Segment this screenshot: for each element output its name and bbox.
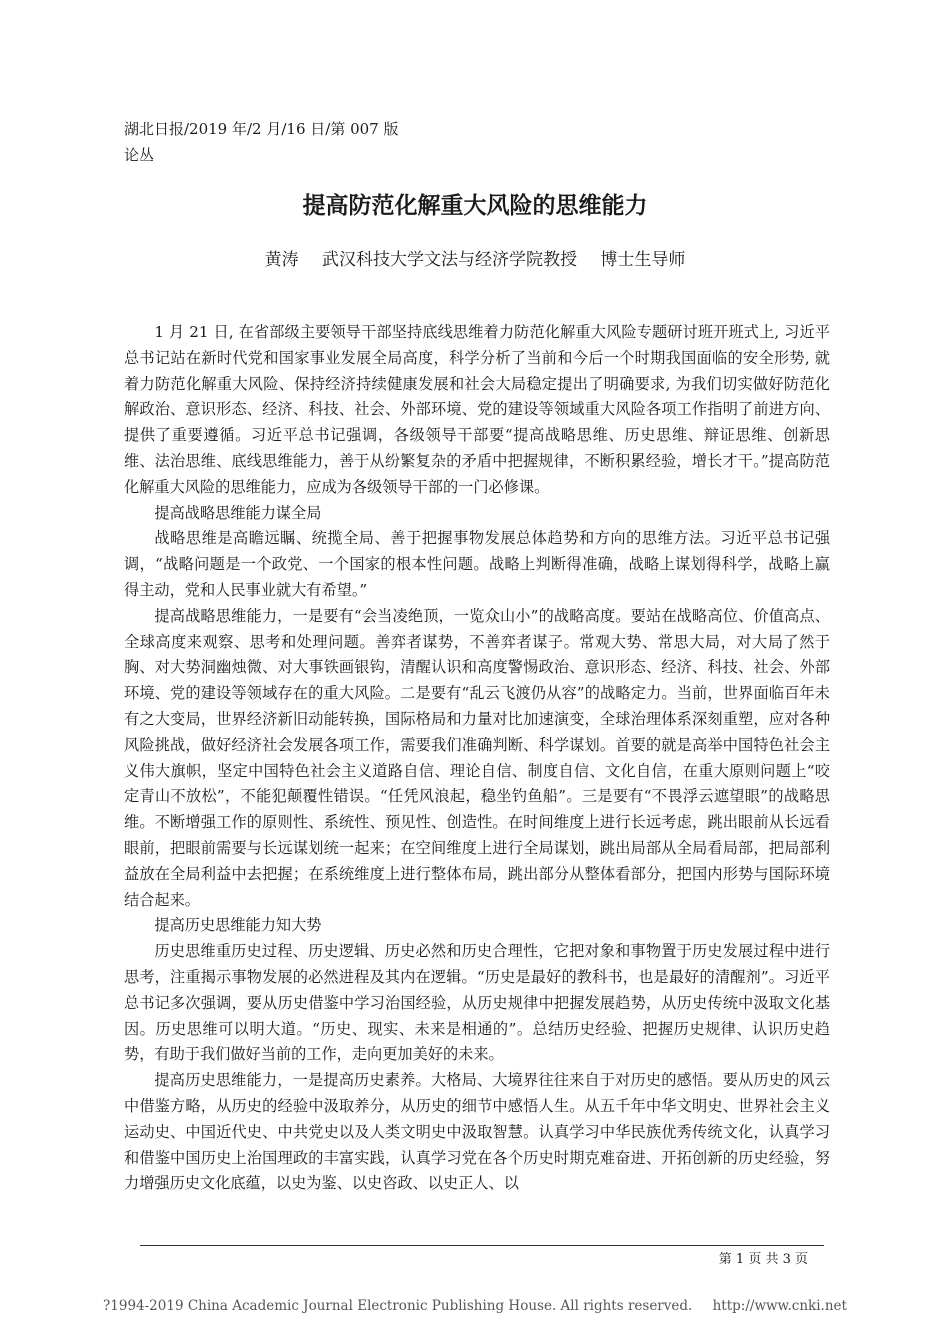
paragraph: 提高历史思维能力，一是提高历史素养。大格局、大境界往往来自于对历史的感悟。要从历史的风云中借鉴方略，从历史的经验中汲取养分，从历史的细节中感悟人生。从五千年中华文明史、世界社会主义运动史、中国近代史、中共党史以及人类文明史中汲取智慧。认真学习中华民族优秀传统文化，认真学习和借鉴中国历史上治国理政的丰富实践，认真学习党在各个历史时期克难奋进、开拓创新的历史经验，努力增强历史文化底蕴，以史为鉴、以史咨政、以史正人、以 (124, 1071, 830, 1193)
cnki-link[interactable]: http://www.cnki.net (712, 1298, 847, 1314)
author-name: 黄涛 (264, 250, 299, 270)
article-header (124, 116, 399, 168)
byline (0, 245, 950, 270)
paragraph: 战略思维是高瞻远瞩、统揽全局、善于把握事物发展总体趋势和方向的思维方法。习近平总书记强调，“战略问题是一个政党、一个国家的根本性问题。战略上判断得准确，战略上谋划得科学，战略上赢得主动，党和人民事业就大有希望。” (124, 529, 830, 599)
copyright-text: ?1994-2019 China Academic Journal Electronic Publishing House. All rights reserved. (103, 1298, 693, 1314)
paragraph: 提高战略思维能力，一是要有“会当凌绝顶，一览众山小”的战略高度。要站在战略高位、价值高点、全球高度来观察、思考和处理问题。善弈者谋势，不善弈者谋子。常观大势、常思大局，对大局了然于胸、对大势洞幽烛微、对大事铁画银钩，清醒认识和高度警惕政治、意识形态、经济、科技、社会、外部环境、党的建设等领域存在的重大风险。二是要有“乱云飞渡仍从容”的战略定力。当前，世界面临百年未有之大变局，世界经济新旧动能转换，国际格局和力量对比加速演变，全球治理体系深刻重塑，应对各种风险挑战，做好经济社会发展各项工作，需要我们准确判断、科学谋划。首要的就是高举中国特色社会主义伟大旗帜，坚定中国特色社会主义道路自信、理论自信、制度自信、文化自信，在重大原则问题上“咬定青山不放松”，不能犯颠覆性错误。“任凭风浪起，稳坐钓鱼船”。三是要有“不畏浮云遮望眼”的战略思维。不断增强工作的原则性、系统性、预见性、创造性。在时间维度上进行长远考虑，跳出眼前从长远看眼前，把眼前需要与长远谋划统一起来；在空间维度上进行全局谋划，跳出局部从全局看局部，把局部利益放在全局利益中去把握；在系统维度上进行整体布局，跳出部分从整体看部分，把国内形势与国际环境结合起来。 (124, 606, 830, 909)
paragraph: 历史思维重历史过程、历史逻辑、历史必然和历史合理性，它把对象和事物置于历史发展过程中进行思考，注重揭示事物发展的必然进程及其内在逻辑。“历史是最好的教科书，也是最好的清醒剂”。习近平总书记多次强调，要从历史借鉴中学习治国经验，从历史规律中把握发展趋势，从历史传统中汲取文化基因。历史思维可以明大道。“历史、现实、未来是相通的”。总结历史经验、把握历史规律、认识历史趋势，有助于我们做好当前的工作，走向更加美好的未来。 (124, 942, 830, 1064)
article-title: 提高防范化解重大风险的思维能力 (302, 193, 648, 219)
author-affiliation: 武汉科技大学文法与经济学院教授 (322, 250, 577, 270)
copyright-line (0, 1298, 950, 1314)
author-role: 博士生导师 (600, 250, 686, 270)
footer-divider (140, 1245, 824, 1246)
paragraph-intro: 1 月 21 日, 在省部级主要领导干部坚持底线思维着力防范化解重大风险专题研讨班开班式上, 习近平总书记站在新时代党和国家事业发展全局高度，科学分析了当前和今后一个时期我国面临的安全形势, 就着力防范化解重大风险、保持经济持续健康发展和社会大局稳定提出了明确要求, 为我们切实做好防范化解政治、意识形态、经济、科技、社会、外部环境、党的建设等领域重大风险各项工作指明了前进方向、提供了重要遵循。习近平总书记强调，各级领导干部要“提高战略思维、历史思维、辩证思维、创新思维、法治思维、底线思维能力，善于从纷繁复杂的矛盾中把握规律，不断积累经验，增长才干。”提高防范化解重大风险的思维能力，应成为各级领导干部的一门必修课。 (124, 323, 830, 496)
column-name: 论丛 (124, 146, 155, 164)
source-line: 湖北日报/2019 年/2 月/16 日/第 007 版 (124, 120, 399, 138)
section-heading-historical: 提高历史思维能力知大势 (154, 916, 322, 935)
page-number: 第 1 页 共 3 页 (718, 1252, 808, 1267)
article-body (124, 320, 830, 1197)
section-heading-strategic: 提高战略思维能力谋全局 (154, 503, 322, 522)
